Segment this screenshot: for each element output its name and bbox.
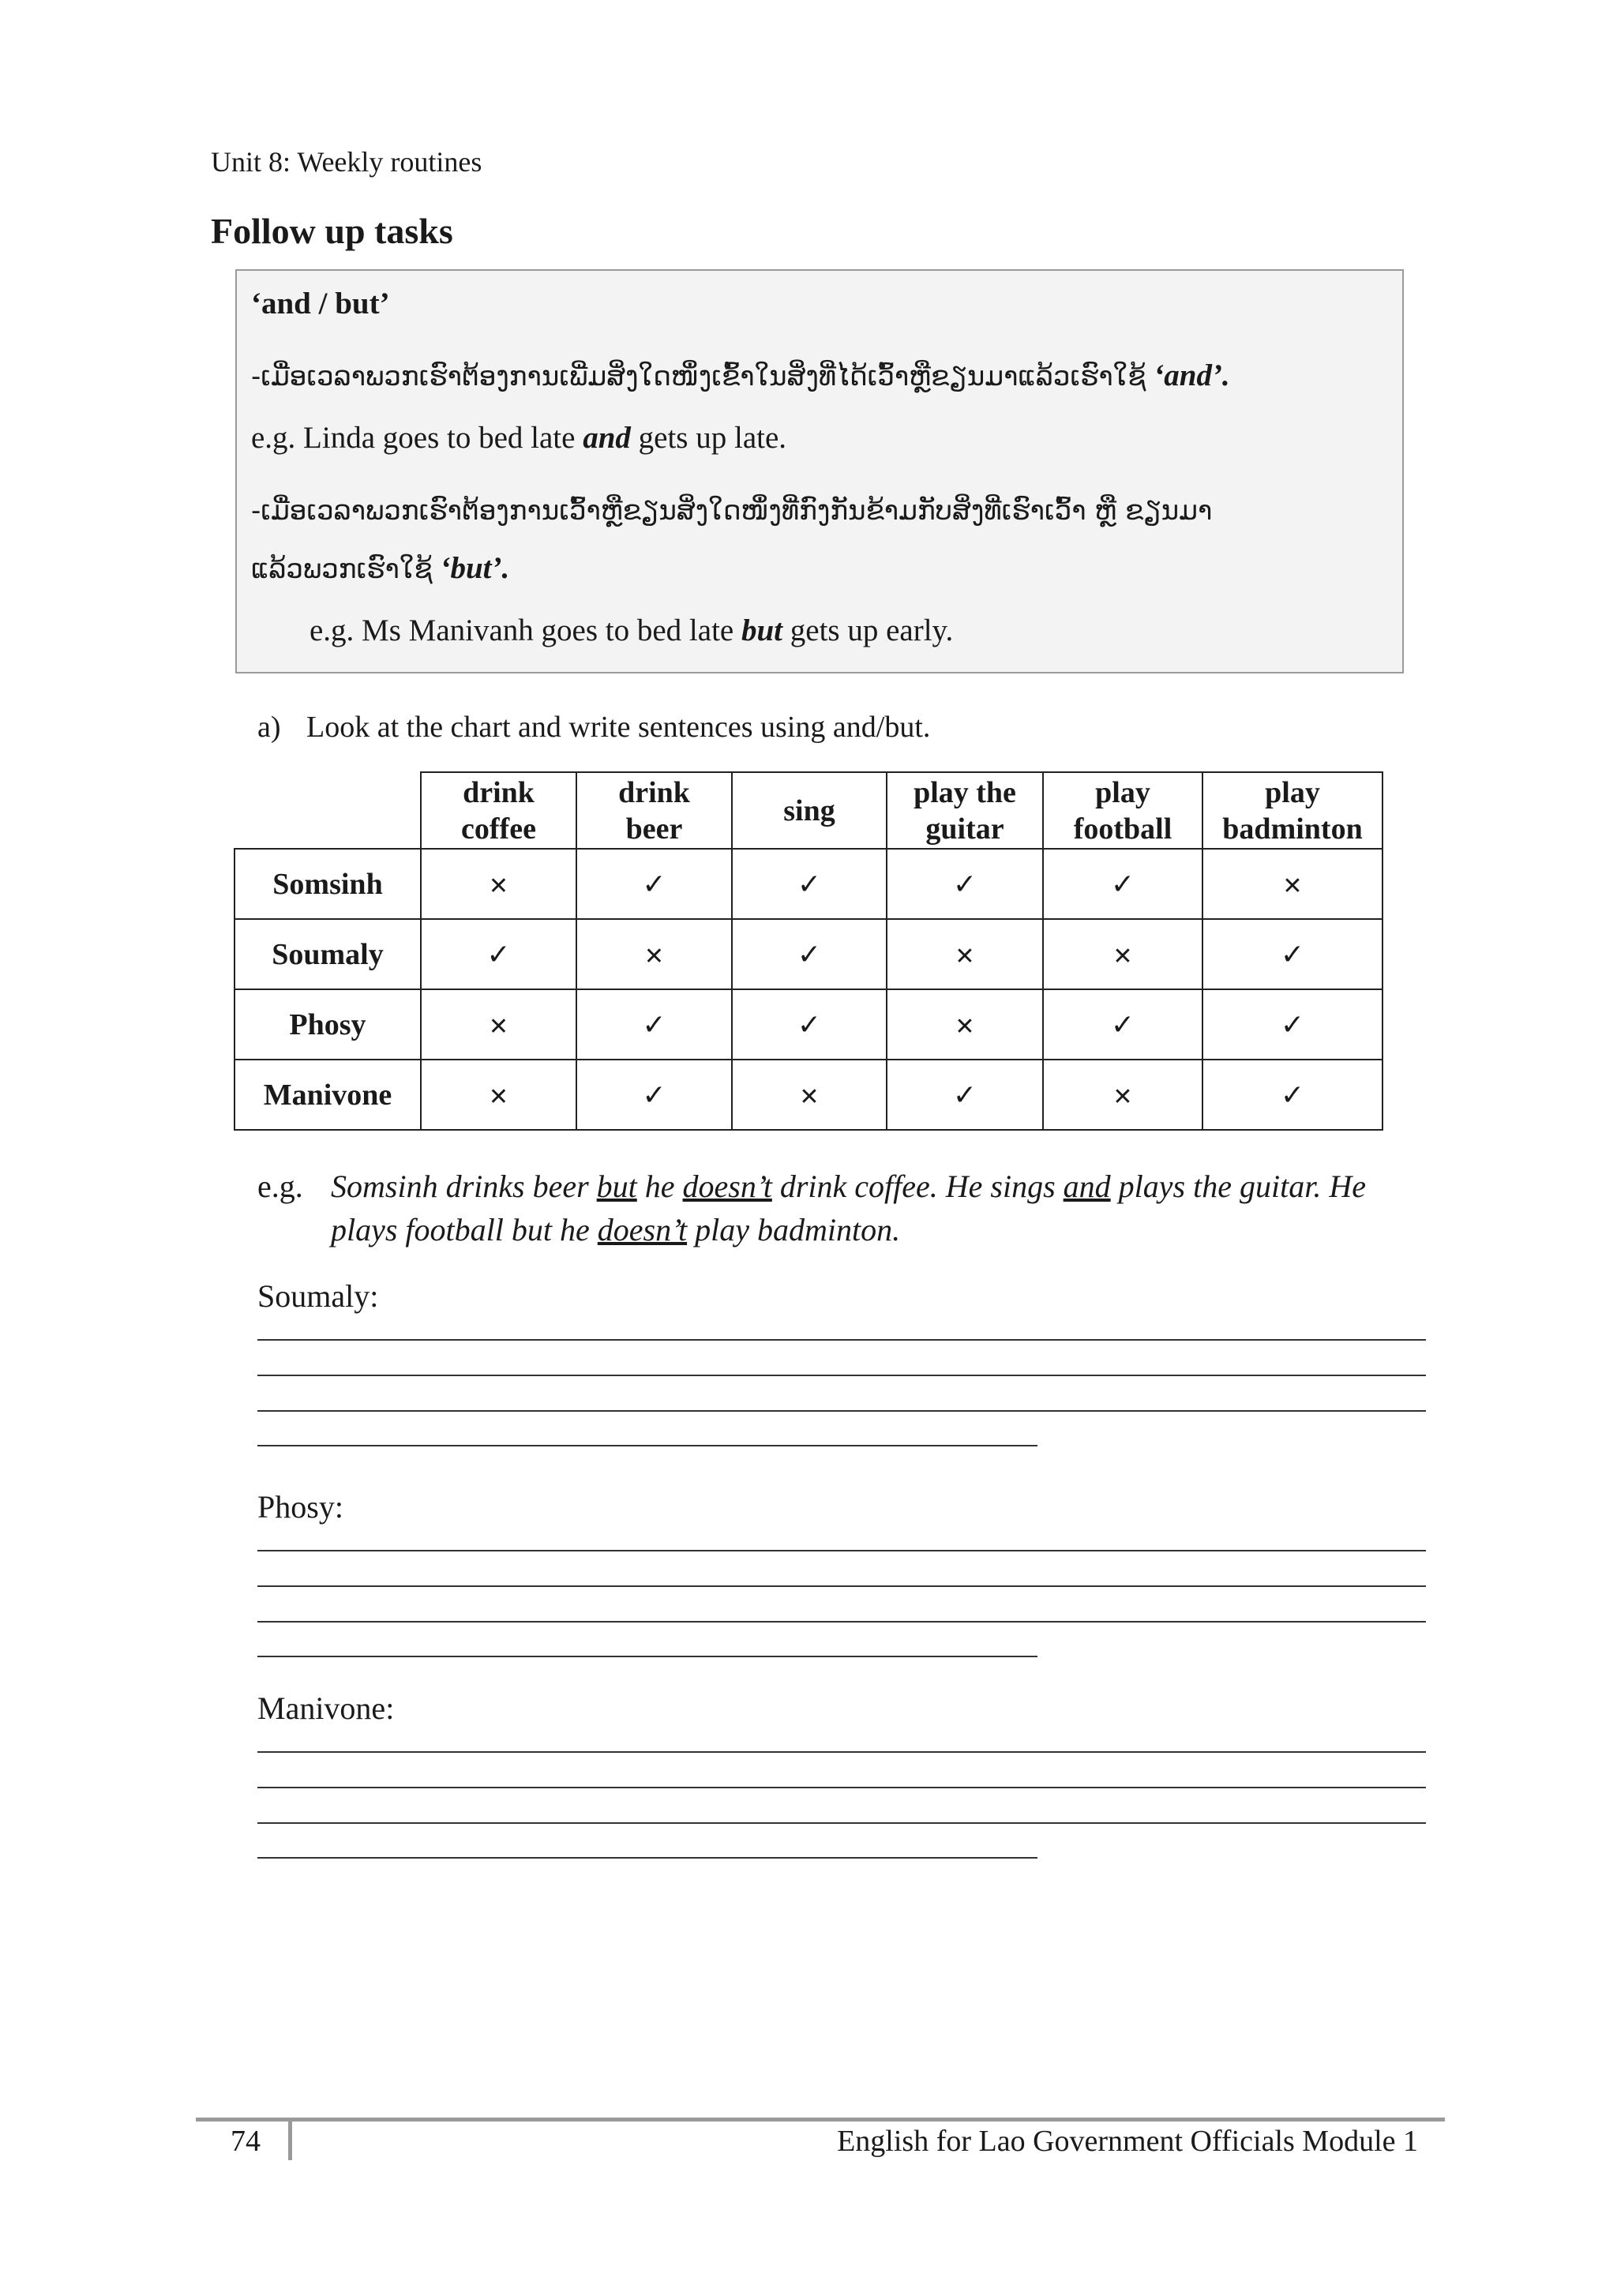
chart-cell <box>1043 919 1202 989</box>
answer-line[interactable] <box>257 1339 1426 1341</box>
chart-cell <box>421 1060 576 1130</box>
chart-cell <box>1202 1060 1383 1130</box>
chart-column-header <box>576 772 732 849</box>
example-and-keyword: and <box>583 421 631 455</box>
example-segment: Somsinh drinks beer <box>331 1169 597 1204</box>
example-segment: drink coffee. He sings <box>771 1169 1064 1204</box>
running-head: Unit 8: Weekly routines <box>211 146 482 178</box>
chart-row-name: Manivone <box>234 1060 421 1130</box>
check-icon: ✓ <box>1280 1079 1305 1112</box>
chart-cell <box>887 849 1043 919</box>
cross-icon: ✕ <box>643 942 665 970</box>
answer-line[interactable] <box>257 1857 1037 1859</box>
check-icon: ✓ <box>797 938 822 971</box>
rule-and-lao: -ເມື່ອເວລາພວກເຮົາຕ້ອງການເພີ່ມສິ່ງໃດໜຶ່ງເຂົ້າໃນສິ່ງທີ່ໄດ້ເວົ້າຫຼືຂຽນມາແລ້ວເຮົາໃຊ້ <box>251 361 1146 392</box>
chart-row-name: Somsinh <box>234 849 421 919</box>
answer-line[interactable] <box>257 1656 1037 1657</box>
rule-but-term: ‘but’. <box>440 551 510 585</box>
example-text <box>331 1165 1436 1251</box>
check-icon: ✓ <box>486 938 511 971</box>
chart-column-header <box>1202 772 1383 849</box>
cross-icon: ✕ <box>955 942 975 970</box>
chart-cell <box>576 1060 732 1130</box>
example-underlined-word: and <box>1063 1169 1111 1204</box>
cross-icon: ✕ <box>488 1082 509 1111</box>
cross-icon: ✕ <box>1282 872 1303 900</box>
chart-cell <box>887 919 1043 989</box>
footer-rule <box>196 2118 1445 2122</box>
check-icon: ✓ <box>642 868 666 901</box>
chart-row-name: Soumaly <box>234 919 421 989</box>
chart-cell <box>887 989 1043 1060</box>
chart-cell <box>732 989 887 1060</box>
page-number: 74 <box>231 2125 261 2158</box>
grammar-box-title: ‘and / but’ <box>251 287 390 321</box>
task-letter: a) <box>257 711 281 744</box>
chart-column-header <box>732 772 887 849</box>
section-title: Follow up tasks <box>211 211 453 251</box>
chart-cell <box>421 919 576 989</box>
chart-cell <box>1043 989 1202 1060</box>
cross-icon: ✕ <box>488 872 509 900</box>
example-and: e.g. Linda goes to bed late and gets up late. <box>251 421 787 455</box>
chart-cell <box>732 1060 887 1130</box>
answer-line[interactable] <box>257 1822 1426 1824</box>
answer-line[interactable] <box>257 1585 1426 1587</box>
check-icon: ✓ <box>642 1079 666 1112</box>
chart-column-header-line: drink <box>463 775 535 809</box>
check-icon: ✓ <box>797 868 822 901</box>
chart-column-header-line: football <box>1073 812 1172 846</box>
chart-corner <box>234 772 421 849</box>
chart-column-header <box>887 772 1043 849</box>
chart-cell <box>1202 849 1383 919</box>
answer-line[interactable] <box>257 1375 1426 1376</box>
chart-cell <box>1043 1060 1202 1130</box>
chart-cell <box>1202 919 1383 989</box>
chart-column-header-line: play <box>1265 775 1320 809</box>
chart-row <box>234 1060 1383 1130</box>
chart-column-header-line: play the <box>914 775 1016 809</box>
example-underlined-word: doesn’t <box>597 1212 688 1247</box>
cross-icon: ✕ <box>488 1012 509 1041</box>
chart-body <box>234 849 1383 1130</box>
check-icon: ✓ <box>797 1008 822 1041</box>
writing-label: Soumaly: <box>257 1278 379 1314</box>
writing-label: Phosy: <box>257 1489 343 1525</box>
chart-cell <box>1202 989 1383 1060</box>
footer-divider <box>288 2119 292 2160</box>
cross-icon: ✕ <box>799 1082 820 1111</box>
chart-column-header <box>421 772 576 849</box>
task-instruction: a) Look at the chart and write sentences using and/but. <box>257 711 931 744</box>
cross-icon: ✕ <box>1112 1082 1133 1111</box>
check-icon: ✓ <box>1110 1008 1135 1041</box>
check-icon: ✓ <box>1110 868 1135 901</box>
activity-chart <box>234 771 1383 1131</box>
answer-line[interactable] <box>257 1550 1426 1551</box>
chart-cell <box>576 849 732 919</box>
chart-row <box>234 849 1383 919</box>
chart-cell <box>732 849 887 919</box>
rule-but-line1: -ເມື່ອເວລາພວກເຮົາຕ້ອງການເວົ້າຫຼືຂຽນສິ່ງໃດໜຶ່ງທີ່ກົງກັນຂ້າມກັບສິ່ງທີ່ເຮົາເວົ້າ ຫຼື ຂຽນມາ <box>251 495 1213 527</box>
chart-row <box>234 989 1383 1060</box>
chart-row <box>234 919 1383 989</box>
cross-icon: ✕ <box>955 1012 975 1041</box>
chart-column-header <box>1043 772 1202 849</box>
chart-cell <box>1043 849 1202 919</box>
example-but-keyword: but <box>741 613 783 647</box>
rule-but-line2: ແລ້ວພວກເຮົາໃຊ້ ‘but’. <box>251 551 510 585</box>
rule-and <box>251 358 1230 393</box>
answer-line[interactable] <box>257 1621 1426 1623</box>
example-segment: plays the guitar. He plays football but he <box>331 1169 1366 1247</box>
example-underlined-word: but <box>596 1169 637 1204</box>
example-underlined-word: doesn’t <box>682 1169 772 1204</box>
check-icon: ✓ <box>952 1079 977 1112</box>
chart-column-header-line: sing <box>783 793 835 827</box>
chart-header-row <box>234 772 1383 849</box>
chart-cell <box>421 989 576 1060</box>
rule-and-term: ‘and’. <box>1154 358 1230 392</box>
chart-column-header-line: drink <box>618 775 690 809</box>
chart-column-header-line: guitar <box>925 812 1004 846</box>
check-icon: ✓ <box>1280 938 1305 971</box>
chart-column-header-line: coffee <box>461 812 536 846</box>
answer-line[interactable] <box>257 1787 1426 1788</box>
answer-line[interactable] <box>257 1751 1426 1753</box>
cross-icon: ✕ <box>1112 942 1133 970</box>
footer-title: English for Lao Government Officials Module 1 <box>837 2125 1418 2158</box>
chart-column-header-line: play <box>1095 775 1150 809</box>
chart-cell <box>732 919 887 989</box>
writing-label: Manivone: <box>257 1690 395 1726</box>
chart-cell <box>887 1060 1043 1130</box>
check-icon: ✓ <box>1280 1008 1305 1041</box>
chart-cell <box>576 989 732 1060</box>
chart-row-name: Phosy <box>234 989 421 1060</box>
example-segment: he <box>636 1169 683 1204</box>
check-icon: ✓ <box>952 868 977 901</box>
chart-cell <box>576 919 732 989</box>
check-icon: ✓ <box>642 1008 666 1041</box>
chart-column-header-line: badminton <box>1222 812 1363 846</box>
answer-line[interactable] <box>257 1410 1426 1412</box>
example-but: e.g. Ms Manivanh goes to bed late but gets up early. <box>310 613 954 647</box>
answer-line[interactable] <box>257 1445 1037 1446</box>
chart-cell <box>421 849 576 919</box>
chart-column-header-line: beer <box>625 812 683 846</box>
example-segment: play badminton. <box>687 1212 901 1247</box>
example-lead: e.g. <box>257 1169 303 1204</box>
